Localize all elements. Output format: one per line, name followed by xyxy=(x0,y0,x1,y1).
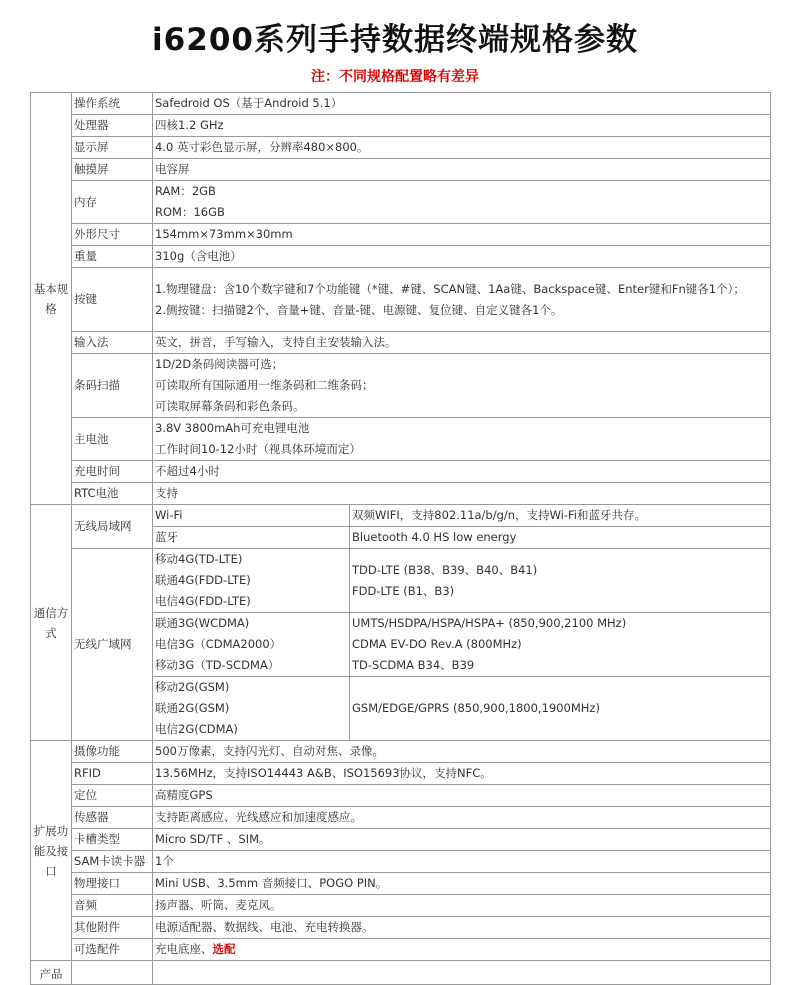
barcode-line: 可读取屏幕条码和彩色条码。 xyxy=(155,399,305,413)
network-3g: 联通3G(WCDMA) xyxy=(155,616,250,630)
table-row xyxy=(31,461,771,483)
row-label: RFID xyxy=(72,763,153,785)
row-value xyxy=(350,613,771,677)
battery-time: 工作时间10-12小时（视具体环境而定） xyxy=(155,442,361,456)
row-label: 定位 xyxy=(72,785,153,807)
table-row xyxy=(31,829,771,851)
row-value: Safedroid OS（基于Android 5.1） xyxy=(153,93,771,115)
optional-tag: 选配 xyxy=(212,942,236,956)
row-label: 传感器 xyxy=(72,807,153,829)
network-2g: 移动2G(GSM) xyxy=(155,680,230,694)
row-value xyxy=(153,939,771,961)
memory-rom: ROM：16GB xyxy=(155,205,225,219)
table-row xyxy=(31,354,771,418)
table-row xyxy=(31,807,771,829)
network-4g: 移动4G(TD-LTE) xyxy=(155,552,243,566)
row-value: 500万像素，支持闪光灯、自动对焦、录像。 xyxy=(153,741,771,763)
row-label: 其他附件 xyxy=(72,917,153,939)
row-label: 输入法 xyxy=(72,332,153,354)
table-row xyxy=(31,895,771,917)
page-title: i6200系列手持数据终端规格参数 xyxy=(152,22,638,58)
sub-label xyxy=(153,613,350,677)
table-row xyxy=(31,505,771,527)
row-value: 电容屏 xyxy=(153,159,771,181)
row-label: 内存 xyxy=(72,181,153,224)
optional-items: 充电底座、 xyxy=(155,942,213,956)
row-label: 条码扫描 xyxy=(72,354,153,418)
network-4g: 电信4G(FDD-LTE) xyxy=(155,594,251,608)
table-row xyxy=(31,418,771,461)
spec-table xyxy=(30,92,771,985)
row-value: 支持距离感应、光线感应和加速度感应。 xyxy=(153,807,771,829)
spec-note: 注：不同规格配置略有差异 xyxy=(311,69,479,85)
row-value: 双频WIFI，支持802.11a/b/g/n，支持Wi-Fi和蓝牙共存。 xyxy=(350,505,771,527)
table-row xyxy=(31,268,771,332)
table-row xyxy=(31,917,771,939)
row-label: 可选配件 xyxy=(72,939,153,961)
row-value: 1个 xyxy=(153,851,771,873)
row-value: 扬声器、听筒、麦克风。 xyxy=(153,895,771,917)
network-2g: 联通2G(GSM) xyxy=(155,701,230,715)
table-row xyxy=(31,939,771,961)
table-row xyxy=(31,961,771,985)
row-value: Micro SD/TF 、SIM。 xyxy=(153,829,771,851)
row-value: 四核1.2 GHz xyxy=(153,115,771,137)
row-label: 按键 xyxy=(72,268,153,332)
row-value xyxy=(153,354,771,418)
table-row xyxy=(31,873,771,895)
barcode-line: 1D/2D条码阅读器可选； xyxy=(155,357,284,371)
row-label: 触摸屏 xyxy=(72,159,153,181)
row-value: 英文，拼音，手写输入，支持自主安装输入法。 xyxy=(153,332,771,354)
table-row xyxy=(31,224,771,246)
table-row xyxy=(31,159,771,181)
barcode-line: 可读取所有国际通用一维条码和二维条码； xyxy=(155,378,374,392)
table-row xyxy=(31,332,771,354)
band-3g: TD-SCDMA B34、B39 xyxy=(352,658,475,672)
network-2g: 电信2G(CDMA) xyxy=(155,722,238,736)
band-3g: CDMA EV-DO Rev.A (800MHz) xyxy=(352,637,522,651)
table-row xyxy=(31,741,771,763)
sub-label xyxy=(153,549,350,613)
band-4g: FDD-LTE (B1、B3) xyxy=(352,583,455,598)
row-label: 卡槽类型 xyxy=(72,829,153,851)
row-label: 音频 xyxy=(72,895,153,917)
network-3g: 电信3G（CDMA2000） xyxy=(155,637,282,651)
row-value: 支持 xyxy=(153,483,771,505)
row-label: 显示屏 xyxy=(72,137,153,159)
memory-ram: RAM：2GB xyxy=(155,184,216,198)
keys-physical: 1.物理键盘：含10个数字键和7个功能键（*键、#键、SCAN键、1Aa键、Backspace键、Enter键和Fn键各1个）； xyxy=(155,281,745,296)
row-label: 主电池 xyxy=(72,418,153,461)
table-row xyxy=(31,115,771,137)
row-label: RTC电池 xyxy=(72,483,153,505)
row-value: 电源适配器、数据线、电池、充电转换器。 xyxy=(153,917,771,939)
table-row xyxy=(31,483,771,505)
row-value: GSM/EDGE/GPRS (850,900,1800,1900MHz) xyxy=(350,677,771,741)
category-basic: 基本规格 xyxy=(31,93,72,505)
row-label: 充电时间 xyxy=(72,461,153,483)
row-value: 不超过4小时 xyxy=(153,461,771,483)
band-4g: TDD-LTE (B38、B39、B40、B41) xyxy=(352,562,538,577)
category-product: 产品 xyxy=(31,961,72,985)
table-row xyxy=(31,549,771,613)
row-label: 物理接口 xyxy=(72,873,153,895)
sub-label: Wi-Fi xyxy=(153,505,350,527)
row-value: 13.56MHz，支持ISO14443 A&B、ISO15693协议，支持NFC。 xyxy=(153,763,771,785)
row-label: SAM卡读卡器 xyxy=(72,851,153,873)
keys-side: 2.侧按键：扫描键2个，音量+键、音量-键、电源键、复位键、自定义键各1个。 xyxy=(155,302,563,317)
sub-label xyxy=(153,677,350,741)
row-value: 4.0 英寸彩色显示屏，分辨率480×800。 xyxy=(153,137,771,159)
row-label: 处理器 xyxy=(72,115,153,137)
band-3g: UMTS/HSDPA/HSPA/HSPA+ (850,900,2100 MHz) xyxy=(352,616,627,630)
category-ext: 扩展功能及接口 xyxy=(31,741,72,961)
table-row xyxy=(31,785,771,807)
row-value: Bluetooth 4.0 HS low energy xyxy=(350,527,771,549)
table-row xyxy=(31,851,771,873)
table-row xyxy=(31,93,771,115)
row-value xyxy=(350,549,771,613)
table-row xyxy=(31,137,771,159)
row-value: 310g（含电池） xyxy=(153,246,771,268)
network-3g: 移动3G（TD-SCDMA） xyxy=(155,658,280,672)
row-label: 外形尺寸 xyxy=(72,224,153,246)
category-comm: 通信方式 xyxy=(31,505,72,741)
table-row xyxy=(31,181,771,224)
row-value: 154mm×73mm×30mm xyxy=(153,224,771,246)
battery-spec: 3.8V 3800mAh可充电锂电池 xyxy=(155,421,310,435)
row-label: 操作系统 xyxy=(72,93,153,115)
row-value xyxy=(153,268,771,332)
row-label: 无线局域网 xyxy=(72,505,153,549)
row-value xyxy=(153,181,771,224)
row-value: Mini USB、3.5mm 音频接口、POGO PIN。 xyxy=(153,873,771,895)
row-label: 无线广域网 xyxy=(72,549,153,741)
table-row xyxy=(31,763,771,785)
network-4g: 联通4G(FDD-LTE) xyxy=(155,573,251,587)
sub-label: 蓝牙 xyxy=(153,527,350,549)
row-label: 重量 xyxy=(72,246,153,268)
row-label: 摄像功能 xyxy=(72,741,153,763)
table-row xyxy=(31,246,771,268)
row-value: 高精度GPS xyxy=(153,785,771,807)
row-value xyxy=(153,418,771,461)
